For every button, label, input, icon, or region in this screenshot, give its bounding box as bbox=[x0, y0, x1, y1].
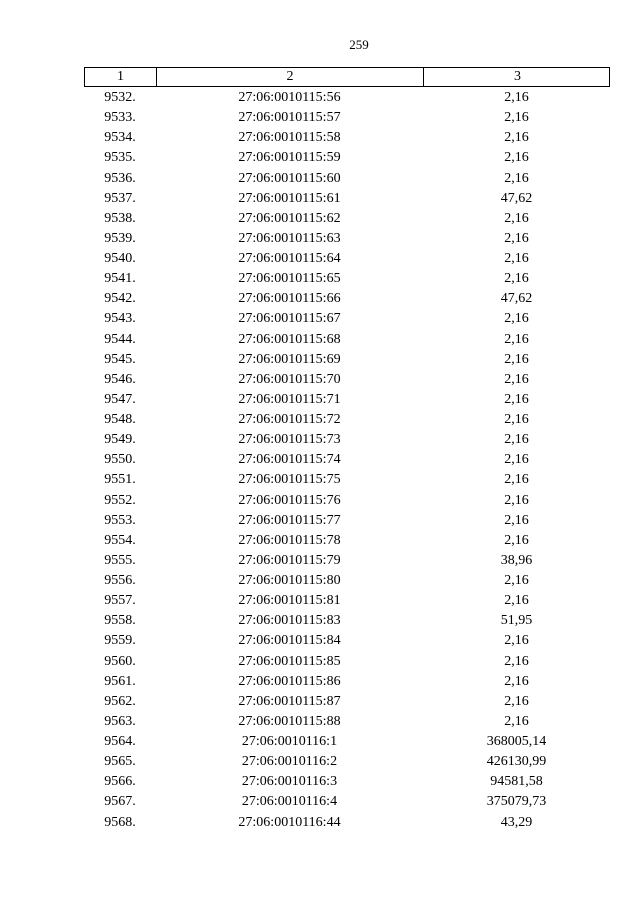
table-row bbox=[84, 470, 610, 490]
row-value: 2,16 bbox=[504, 693, 529, 709]
table-row bbox=[84, 189, 610, 209]
row-number: 9538. bbox=[104, 210, 136, 226]
column-header-3: 3 bbox=[514, 69, 521, 84]
row-number: 9553. bbox=[104, 512, 136, 528]
row-value: 2,16 bbox=[504, 492, 529, 508]
row-number: 9554. bbox=[104, 532, 136, 548]
row-number: 9561. bbox=[104, 673, 136, 689]
row-number: 9537. bbox=[104, 190, 136, 206]
table-row bbox=[84, 752, 610, 772]
table-row bbox=[84, 491, 610, 511]
row-value: 2,16 bbox=[504, 653, 529, 669]
cadastral-number: 27:06:0010115:71 bbox=[238, 391, 341, 407]
table-row bbox=[84, 692, 610, 712]
row-number: 9550. bbox=[104, 452, 136, 468]
row-value: 2,16 bbox=[504, 452, 529, 468]
cadastral-number: 27:06:0010116:2 bbox=[241, 754, 338, 770]
cadastral-number: 27:06:0010115:65 bbox=[238, 271, 341, 287]
row-number: 9555. bbox=[104, 552, 136, 568]
table-row bbox=[84, 430, 610, 450]
cadastral-number: 27:06:0010116:4 bbox=[241, 794, 338, 810]
row-number: 9552. bbox=[104, 492, 136, 508]
table-row bbox=[84, 128, 610, 148]
cadastral-number: 27:06:0010115:75 bbox=[238, 472, 341, 488]
table-row bbox=[84, 169, 610, 189]
row-number: 9547. bbox=[104, 391, 136, 407]
column-header-1: 1 bbox=[85, 68, 157, 86]
row-number: 9568. bbox=[104, 814, 136, 830]
table-row bbox=[84, 370, 610, 390]
cadastral-number: 27:06:0010115:88 bbox=[238, 713, 341, 729]
cadastral-number: 27:06:0010115:72 bbox=[238, 412, 341, 427]
row-value: 47,62 bbox=[500, 291, 533, 307]
table-row bbox=[84, 410, 610, 430]
cadastral-number: 27:06:0010115:80 bbox=[238, 573, 341, 588]
data-table bbox=[84, 67, 610, 833]
row-number: 9539. bbox=[104, 230, 136, 246]
table-row bbox=[84, 390, 610, 410]
table-row bbox=[84, 631, 610, 651]
row-number: 9556. bbox=[104, 573, 136, 588]
row-number: 9559. bbox=[104, 633, 136, 649]
table-row bbox=[84, 571, 610, 591]
cadastral-number: 27:06:0010115:59 bbox=[238, 150, 341, 166]
cadastral-number: 27:06:0010115:68 bbox=[238, 331, 341, 347]
row-number: 9563. bbox=[104, 713, 136, 729]
column-header-2: 2 bbox=[157, 68, 424, 86]
row-value: 2,16 bbox=[504, 391, 529, 407]
table-row bbox=[84, 249, 610, 269]
row-number: 9549. bbox=[104, 432, 136, 448]
row-value: 38,96 bbox=[500, 552, 533, 568]
row-number: 9562. bbox=[104, 693, 136, 709]
cadastral-number: 27:06:0010115:66 bbox=[238, 291, 341, 307]
page-number: 259 bbox=[349, 37, 369, 52]
table-row bbox=[84, 813, 610, 833]
cadastral-number: 27:06:0010115:63 bbox=[238, 230, 341, 246]
cadastral-number: 27:06:0010115:76 bbox=[238, 492, 341, 508]
table-row bbox=[84, 330, 610, 350]
table-body bbox=[84, 88, 610, 833]
row-number: 9544. bbox=[104, 331, 136, 347]
row-number: 9536. bbox=[104, 170, 136, 186]
row-number: 9533. bbox=[104, 110, 136, 126]
row-number: 9564. bbox=[104, 734, 136, 749]
row-value: 2,16 bbox=[504, 230, 529, 246]
cadastral-number: 27:06:0010115:78 bbox=[238, 532, 341, 548]
row-number: 9557. bbox=[104, 593, 136, 609]
cadastral-number: 27:06:0010115:87 bbox=[238, 693, 341, 709]
row-number: 9558. bbox=[104, 613, 136, 629]
row-value: 2,16 bbox=[504, 432, 529, 448]
row-value: 2,16 bbox=[504, 593, 529, 609]
row-number: 9565. bbox=[104, 754, 136, 770]
cadastral-number: 27:06:0010115:62 bbox=[238, 210, 341, 226]
table-row bbox=[84, 712, 610, 732]
row-number: 9540. bbox=[104, 251, 136, 266]
row-number: 9545. bbox=[104, 351, 136, 367]
row-value: 2,16 bbox=[504, 210, 529, 226]
table-row bbox=[84, 591, 610, 611]
row-number: 9542. bbox=[104, 291, 136, 307]
cadastral-number: 27:06:0010115:83 bbox=[238, 613, 341, 629]
table-row bbox=[84, 772, 610, 792]
table-row bbox=[84, 792, 610, 812]
cadastral-number: 27:06:0010116:1 bbox=[241, 734, 338, 749]
row-value: 2,16 bbox=[504, 351, 529, 367]
table-row bbox=[84, 672, 610, 692]
cadastral-number: 27:06:0010115:86 bbox=[238, 673, 341, 689]
row-value: 43,29 bbox=[500, 814, 533, 830]
row-value: 2,16 bbox=[504, 251, 529, 266]
table-row bbox=[84, 269, 610, 289]
row-value: 2,16 bbox=[504, 170, 529, 186]
row-value: 426130,99 bbox=[486, 754, 547, 770]
table-row bbox=[84, 88, 610, 108]
cadastral-number: 27:06:0010116:3 bbox=[241, 774, 338, 790]
row-number: 9532. bbox=[104, 90, 136, 105]
cadastral-number: 27:06:0010115:60 bbox=[238, 170, 341, 186]
cadastral-number: 27:06:0010115:69 bbox=[238, 351, 341, 367]
cadastral-number: 27:06:0010115:81 bbox=[238, 593, 341, 609]
row-value: 2,16 bbox=[504, 130, 529, 146]
row-value: 2,16 bbox=[504, 331, 529, 347]
row-number: 9543. bbox=[104, 311, 136, 327]
row-value: 375079,73 bbox=[486, 794, 547, 810]
row-value: 368005,14 bbox=[486, 734, 547, 749]
cadastral-number: 27:06:0010115:58 bbox=[238, 130, 341, 146]
row-value: 2,16 bbox=[504, 713, 529, 729]
cadastral-number: 27:06:0010115:84 bbox=[238, 633, 341, 649]
row-value: 2,16 bbox=[504, 271, 529, 287]
cadastral-number: 27:06:0010115:56 bbox=[238, 90, 341, 105]
table-row bbox=[84, 531, 610, 551]
cadastral-number: 27:06:0010115:79 bbox=[238, 552, 341, 568]
table-row bbox=[84, 450, 610, 470]
row-value: 2,16 bbox=[504, 532, 529, 548]
row-number: 9567. bbox=[104, 794, 136, 810]
row-number: 9534. bbox=[104, 130, 136, 146]
table-row bbox=[84, 229, 610, 249]
row-value: 2,16 bbox=[504, 311, 529, 327]
row-value: 2,16 bbox=[504, 110, 529, 126]
table-row bbox=[84, 511, 610, 531]
row-number: 9541. bbox=[104, 271, 136, 287]
cadastral-number: 27:06:0010115:73 bbox=[238, 432, 341, 448]
cadastral-number: 27:06:0010115:70 bbox=[238, 371, 341, 387]
row-number: 9546. bbox=[104, 371, 136, 387]
row-value: 2,16 bbox=[504, 633, 529, 649]
row-value: 47,62 bbox=[500, 190, 533, 206]
table-header bbox=[84, 67, 610, 87]
table-row bbox=[84, 289, 610, 309]
table-row bbox=[84, 309, 610, 329]
row-value: 2,16 bbox=[504, 412, 529, 427]
table-row bbox=[84, 652, 610, 672]
cadastral-number: 27:06:0010116:44 bbox=[238, 814, 341, 830]
table-row bbox=[84, 551, 610, 571]
row-value: 51,95 bbox=[500, 613, 533, 629]
cadastral-number: 27:06:0010115:77 bbox=[238, 512, 341, 528]
cadastral-number: 27:06:0010115:64 bbox=[238, 251, 341, 266]
cadastral-number: 27:06:0010115:57 bbox=[238, 110, 341, 126]
row-value: 2,16 bbox=[504, 472, 529, 488]
cadastral-number: 27:06:0010115:61 bbox=[238, 190, 341, 206]
row-value: 94581,58 bbox=[490, 774, 543, 790]
cadastral-number: 27:06:0010115:67 bbox=[238, 311, 341, 327]
row-value: 2,16 bbox=[504, 673, 529, 689]
row-value: 2,16 bbox=[504, 371, 529, 387]
cadastral-number: 27:06:0010115:74 bbox=[238, 452, 341, 468]
row-value: 2,16 bbox=[504, 573, 529, 588]
row-value: 2,16 bbox=[504, 150, 529, 166]
table-row bbox=[84, 148, 610, 168]
table-row bbox=[84, 350, 610, 370]
row-number: 9548. bbox=[104, 412, 136, 427]
table-row bbox=[84, 732, 610, 752]
cadastral-number: 27:06:0010115:85 bbox=[238, 653, 341, 669]
row-number: 9551. bbox=[104, 472, 136, 488]
row-value: 2,16 bbox=[504, 90, 529, 105]
table-row bbox=[84, 611, 610, 631]
row-number: 9566. bbox=[104, 774, 136, 790]
table-row bbox=[84, 209, 610, 229]
row-number: 9535. bbox=[104, 150, 136, 166]
table-row bbox=[84, 108, 610, 128]
row-number: 9560. bbox=[104, 653, 136, 669]
row-value: 2,16 bbox=[504, 512, 529, 528]
